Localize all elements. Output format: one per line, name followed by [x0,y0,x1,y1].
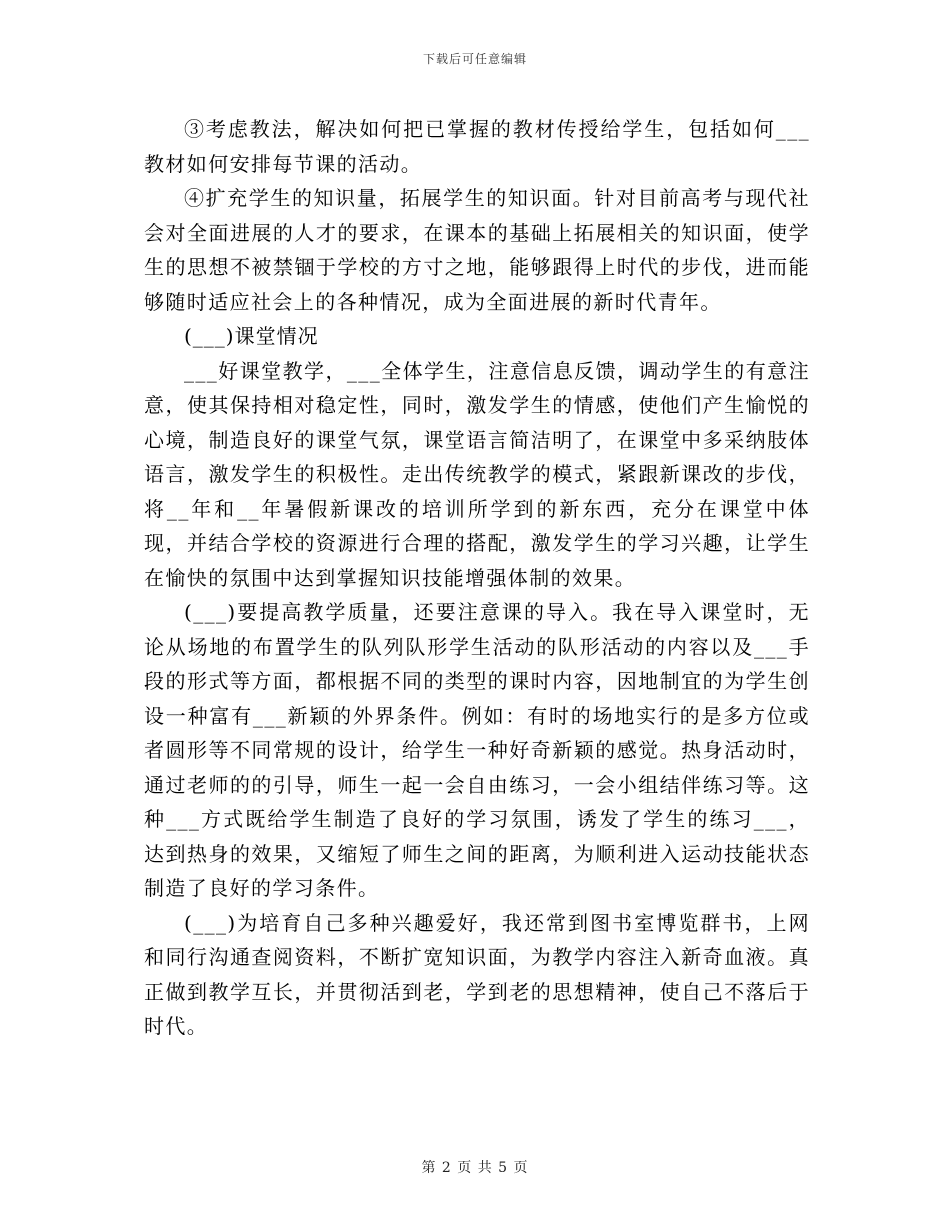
page-number: 第 2 页 共 5 页 [421,1160,529,1176]
section-heading-classroom: (___)课堂情况 [184,324,319,348]
paragraph-teaching-method: ③考虑教法，解决如何把已掌握的教材传授给学生，包括如何___教材如何安排每节课的活动。 [144,117,810,176]
paragraph-expand-knowledge: ④扩充学生的知识量，拓展学生的知识面。针对目前高考与现代社会对全面进展的人才的要求，在课本的基础上拓展相关的知识面，使学生的思想不被禁锢于学校的方寸之地，能够跟得上时代的步伐，进而能够随时适应社会上的各种情况，成为全面进展的新时代青年。 [144,186,810,314]
paragraph-lesson-introduction: (___)要提高教学质量，还要注意课的导入。我在导入课堂时，无论从场地的布置学生的队列队形学生活动的队形活动的内容以及___手段的形式等方面，都根据不同的类型的课时内容，因地制宜的为学生创设一种富有___新颖的外界条件。例如：有时的场地实行的是多方位或者圆形等不同常规的设计，给学生一种好奇新颖的感觉。热身活动时，通过老师的的引导，师生一起一会自由练习，一会小组结伴练习等。这种___方式既给学生制造了良好的学习氛围，诱发了学生的练习___，达到热身的效果，又缩短了师生之间的距离，为顺利进入运动技能状态制造了良好的学习条件。 [144,600,810,900]
paragraph-classroom-teaching: ___好课堂教学，___全体学生，注意信息反馈，调动学生的有意注意，使其保持相对稳定性，同时，激发学生的情感，使他们产生愉悦的心境，制造良好的课堂气氛，课堂语言简洁明了，在课堂中多采纳肢体语言，激发学生的积极性。走出传统教学的模式，紧跟新课改的步伐，将__年和__年暑假新课改的培训所学到的新东西，充分在课堂中体现，并结合学校的资源进行合理的搭配，激发学生的学习兴趣，让学生在愉快的氛围中达到掌握知识技能增强体制的效果。 [144,358,810,590]
document-body [144,112,810,1044]
paragraph-self-development: (___)为培育自己多种兴趣爱好，我还常到图书室博览群书，上网和同行沟通查阅资料，不断扩宽知识面，为教学内容注入新奇血液。真正做到教学互长，并贯彻活到老，学到老的思想精神，使自己不落后于时代。 [144,910,810,1038]
page-header: 下载后可任意编辑 [422,52,527,66]
